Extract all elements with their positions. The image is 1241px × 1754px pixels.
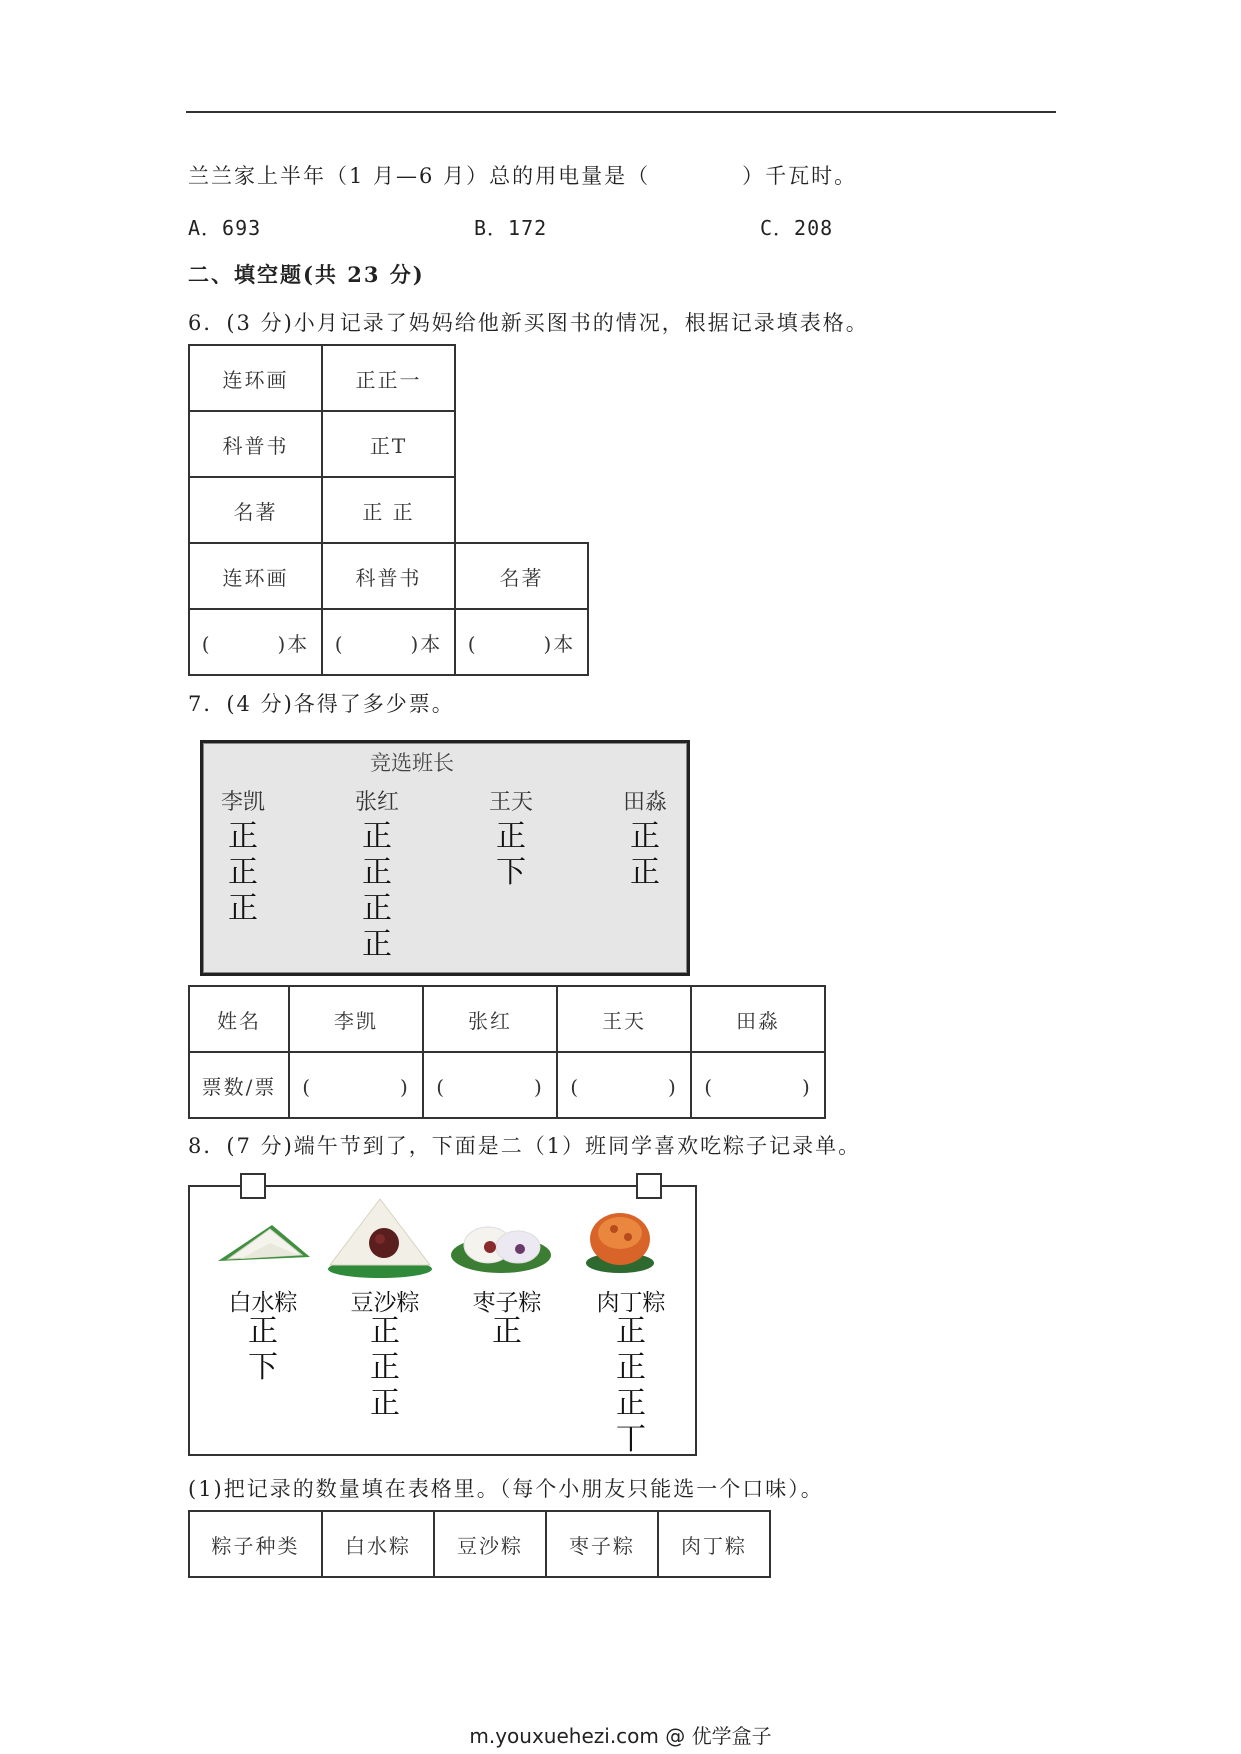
candidate-name: 王天 <box>488 790 533 815</box>
q5-stem: 兰兰家上半年（1 月—6 月）总的用电量是（ ）千瓦时。 <box>188 164 858 188</box>
q6-answer-header: 名著 <box>455 543 588 609</box>
header-rule <box>186 111 1056 113</box>
q8-header: 枣子粽 <box>546 1511 658 1577</box>
bean-paste-zongzi-picture <box>324 1193 434 1279</box>
board-corner-tab <box>240 1173 266 1199</box>
q7-header: 田淼 <box>691 986 825 1052</box>
q7-stem: 7．(4 分)各得了多少票。 <box>188 692 455 716</box>
tally-mark: 正 <box>370 1386 400 1421</box>
zongzi-name: 白水粽 <box>228 1290 298 1316</box>
q6-answer-blank[interactable]: ( )本 <box>455 609 588 675</box>
q6-answer-table <box>188 542 589 676</box>
q6-stem: 6．(3 分)小月记录了妈妈给他新买图书的情况，根据记录填表格。 <box>188 311 869 335</box>
q7-header: 张红 <box>423 986 557 1052</box>
zongzi-name: 枣子粽 <box>472 1290 542 1316</box>
tally-mark: 正 <box>370 1314 400 1349</box>
q7-vote-blank[interactable]: ( ) <box>691 1052 825 1118</box>
candidate-tally <box>605 819 685 891</box>
tally-mark: 正 <box>630 855 660 890</box>
q6-record-label: 连环画 <box>189 345 322 411</box>
tally-mark: 正 <box>496 819 526 854</box>
q6-record-tally: 正正一 <box>322 345 455 411</box>
q8-sub1: (1)把记录的数量填在表格里。（每个小朋友只能选一个口味）。 <box>188 1477 824 1501</box>
tally-mark: 正 <box>228 819 258 854</box>
tally-mark: 正 <box>370 1350 400 1385</box>
zongzi-tally <box>208 1314 318 1386</box>
q7-vote-blank[interactable]: ( ) <box>557 1052 691 1118</box>
tally-mark: 正 <box>616 1314 646 1349</box>
q6-record-label: 科普书 <box>189 411 322 477</box>
tally-mark: 正 <box>362 927 392 962</box>
board-corner-tab <box>636 1173 662 1199</box>
q8-table <box>188 1510 771 1578</box>
q6-answer-header: 科普书 <box>322 543 455 609</box>
zongzi-tally <box>330 1314 440 1422</box>
q6-record-label: 名著 <box>189 477 322 543</box>
q6-answer-blank[interactable]: ( )本 <box>189 609 322 675</box>
q6-answer-blank[interactable]: ( )本 <box>322 609 455 675</box>
q5-option-a: A．693 <box>188 216 262 240</box>
zongzi-tally <box>576 1314 686 1458</box>
tally-mark: 正 <box>616 1386 646 1421</box>
section-title: 二、填空题(共 23 分) <box>188 262 425 287</box>
q7-header: 姓名 <box>189 986 289 1052</box>
date-zongzi-picture <box>446 1215 556 1279</box>
tally-mark: 正 <box>362 891 392 926</box>
q8-header: 粽子种类 <box>189 1511 322 1577</box>
q7-vote-blank[interactable]: ( ) <box>423 1052 557 1118</box>
tally-mark: 正 <box>362 819 392 854</box>
tally-mark: 丅 <box>616 1422 646 1457</box>
tally-mark: 正 <box>492 1314 522 1349</box>
q7-vote-blank[interactable]: ( ) <box>289 1052 423 1118</box>
q8-header: 肉丁粽 <box>658 1511 770 1577</box>
candidate-tally <box>471 819 551 891</box>
candidate-name: 田淼 <box>622 790 667 815</box>
candidate-tally <box>337 819 417 963</box>
tally-mark: 正 <box>362 855 392 890</box>
q6-record-tally: 正T <box>322 411 455 477</box>
tally-mark: 下 <box>496 855 526 890</box>
tally-mark: 正 <box>228 891 258 926</box>
vote-board-title: 竞选班长 <box>370 751 454 775</box>
tally-mark: 正 <box>248 1314 278 1349</box>
zongzi-name: 豆沙粽 <box>350 1290 420 1316</box>
q8-header: 豆沙粽 <box>434 1511 546 1577</box>
q7-header: 李凯 <box>289 986 423 1052</box>
q8-stem: 8．(7 分)端午节到了，下面是二（1）班同学喜欢吃粽子记录单。 <box>188 1134 862 1158</box>
q7-vote-table <box>188 985 826 1119</box>
zongzi-name: 肉丁粽 <box>596 1290 666 1316</box>
q5-option-c: C．208 <box>760 216 834 240</box>
vote-board <box>200 740 690 976</box>
plain-zongzi-picture <box>210 1213 316 1277</box>
q5-option-b: B．172 <box>474 216 548 240</box>
q8-header: 白水粽 <box>322 1511 434 1577</box>
tally-mark: 正 <box>616 1350 646 1385</box>
q6-answer-header: 连环画 <box>189 543 322 609</box>
zongzi-record-board <box>188 1185 697 1456</box>
q6-record-tally: 正 正 <box>322 477 455 543</box>
candidate-name: 张红 <box>354 790 399 815</box>
q6-record-table <box>188 344 456 544</box>
q7-header: 王天 <box>557 986 691 1052</box>
candidate-tally <box>203 819 283 927</box>
footer-watermark: m.youxuehezi.com @ 优学盒子 <box>469 1724 772 1748</box>
tally-mark: 正 <box>228 855 258 890</box>
tally-mark: 下 <box>248 1350 278 1385</box>
meat-zongzi-picture <box>580 1199 660 1279</box>
tally-mark: 正 <box>630 819 660 854</box>
zongzi-tally <box>452 1314 562 1350</box>
q7-row-label: 票数/票 <box>189 1052 289 1118</box>
candidate-name: 李凯 <box>220 790 265 815</box>
